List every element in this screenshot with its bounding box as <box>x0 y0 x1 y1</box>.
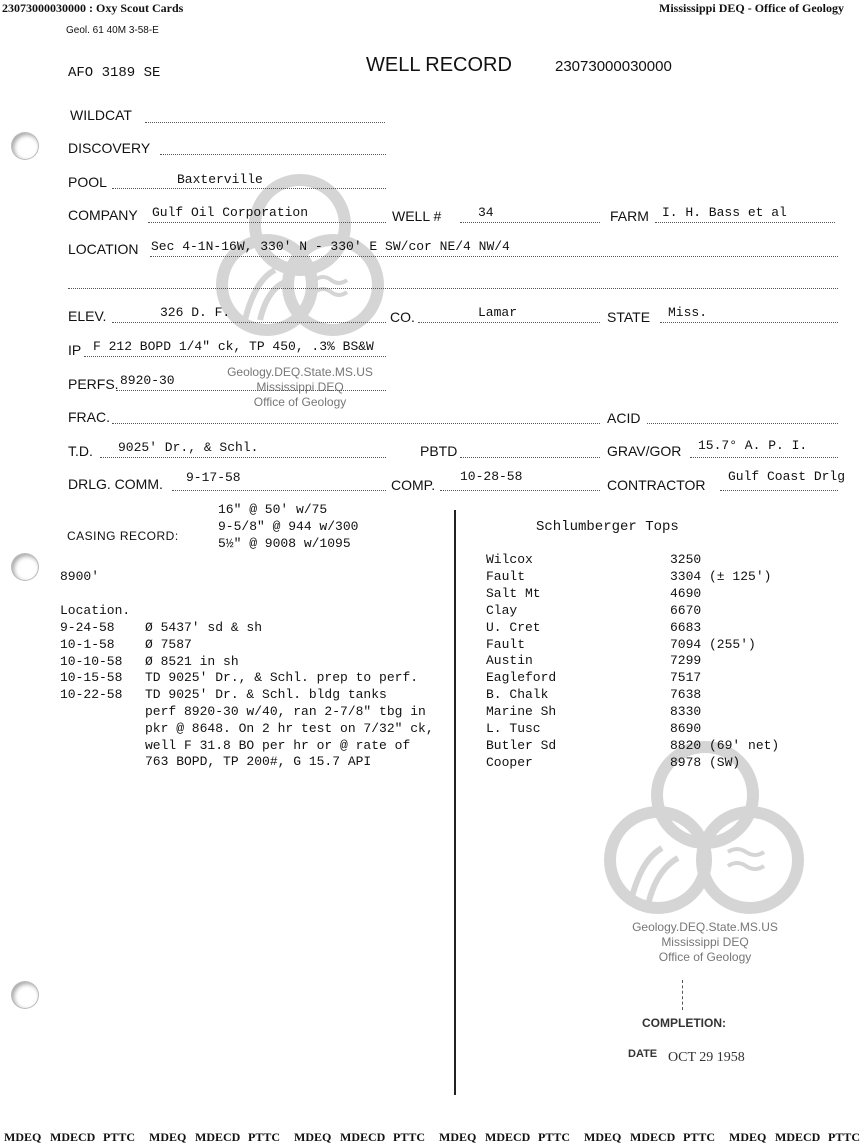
top-value: 8820 (69' net) <box>670 737 780 753</box>
top-value: 6683 <box>670 619 702 635</box>
footer-item: PTTC <box>103 1130 136 1144</box>
discovery-line <box>160 154 386 155</box>
comp-value: 10-28-58 <box>460 469 523 484</box>
top-value: 6670 <box>670 602 702 618</box>
footer-item: PTTC <box>248 1130 281 1144</box>
elev-label: ELEV. <box>68 308 107 324</box>
history-text: Ø 8521 in sh <box>145 653 239 669</box>
drlg-line <box>172 490 386 491</box>
grav-value: 15.7° A. P. I. <box>698 438 808 453</box>
watermark-line: Mississippi DEQ <box>661 935 749 949</box>
top-value: 8978 (SW) <box>670 754 741 770</box>
header-left: 23073000030000 : Oxy Scout Cards <box>2 1 184 15</box>
history-date: 10-22-58 <box>60 687 123 703</box>
frac-label: FRAC. <box>68 409 110 425</box>
well-line <box>460 222 600 223</box>
depth-note: 8900' <box>60 569 100 584</box>
well-value: 34 <box>478 205 494 220</box>
td-label: T.D. <box>68 443 93 459</box>
contractor-value: Gulf Coast Drlg <box>728 469 846 484</box>
punch-hole <box>12 133 38 159</box>
top-name: Salt Mt <box>486 585 541 601</box>
top-name: Butler Sd <box>486 737 557 753</box>
top-name: Clay <box>486 602 518 618</box>
punch-hole <box>12 554 38 580</box>
top-value: 3250 <box>670 552 702 567</box>
state-line <box>660 322 838 323</box>
td-line <box>100 457 386 458</box>
co-label: CO. <box>390 309 415 325</box>
ip-label: IP <box>68 342 82 358</box>
top-name: Fault <box>486 568 526 584</box>
top-value: 7299 <box>670 653 702 669</box>
company-value: Gulf Oil Corporation <box>152 205 309 220</box>
casing-label: CASING RECORD: <box>67 529 179 543</box>
casing-row: 9-5/8" @ 944 w/300 <box>218 519 359 534</box>
acid-line <box>647 423 838 424</box>
state-value: Miss. <box>668 305 708 320</box>
wildcat-label: WILDCAT <box>70 107 132 123</box>
acid-label: ACID <box>607 410 641 426</box>
footer-item: MDEQ <box>729 1130 767 1144</box>
top-value: 8690 <box>670 721 702 736</box>
footer-item: MDECD <box>50 1130 96 1144</box>
watermark-text <box>600 920 810 965</box>
wildcat-line <box>145 122 385 123</box>
column-divider <box>454 510 456 1095</box>
footer-strip <box>0 1128 860 1147</box>
header-right: Mississippi DEQ - Office of Geology <box>659 1 844 15</box>
history-text: Ø 7587 <box>145 636 192 652</box>
stamp-date-value: OCT 29 1958 <box>668 1050 745 1065</box>
footer-item: MDEQ <box>584 1130 622 1144</box>
tops-title: Schlumberger Tops <box>536 519 679 535</box>
co-value: Lamar <box>478 305 518 320</box>
footer-item: PTTC <box>538 1130 571 1144</box>
contractor-line <box>720 490 838 491</box>
elev-value: 326 D. F. <box>160 305 231 320</box>
history-text: TD 9025' Dr., & Schl. prep to perf. <box>145 670 419 686</box>
pbtd-line <box>460 457 600 458</box>
pool-line <box>112 188 386 189</box>
location-note: Location. <box>60 603 131 618</box>
comp-line <box>440 490 600 491</box>
top-name: B. Chalk <box>486 687 549 703</box>
footer-item: MDEQ <box>4 1130 42 1144</box>
top-name: U. Cret <box>486 619 541 635</box>
punch-hole <box>12 982 38 1008</box>
footer-item: MDECD <box>485 1130 531 1144</box>
api-number: 23073000030000 <box>555 58 672 75</box>
drlg-value: 9-17-58 <box>186 470 241 485</box>
footer-item: MDECD <box>630 1130 676 1144</box>
top-value: 7517 <box>670 670 702 686</box>
location-value: Sec 4-1N-16W, 330' N - 330' E SW/cor NE/4 NW/4 <box>151 239 510 254</box>
history-date: 9-24-58 <box>60 620 115 635</box>
history-date: 10-15-58 <box>60 670 123 686</box>
perfs-line <box>116 390 386 391</box>
location-line <box>150 256 838 257</box>
footer-item: MDEQ <box>149 1130 187 1144</box>
discovery-label: DISCOVERY <box>68 140 151 156</box>
top-value: 4690 <box>670 585 702 601</box>
history-continuation: well F 31.8 BO per hr or @ rate of <box>145 737 411 753</box>
company-label: COMPANY <box>68 207 138 223</box>
watermark-line: Mississippi DEQ <box>256 380 344 394</box>
top-name: Marine Sh <box>486 704 557 720</box>
farm-label: FARM <box>610 208 649 224</box>
farm-value: I. H. Bass et al <box>662 205 787 220</box>
watermark-text <box>200 365 400 410</box>
casing-row: 5½" @ 9008 w/1095 <box>218 536 351 551</box>
watermark-line: Office of Geology <box>253 395 347 409</box>
grav-label: GRAV/GOR <box>607 443 682 459</box>
afo-number: AFO 3189 SE <box>68 65 161 81</box>
watermark-circles-icon <box>205 170 395 350</box>
top-name: Eagleford <box>486 670 557 686</box>
history-continuation: pkr @ 8648. On 2 hr test on 7/32" ck, <box>145 720 434 736</box>
casing-row: 16" @ 50' w/75 <box>218 502 328 517</box>
footer-item: MDECD <box>340 1130 386 1144</box>
form-code: Geol. 61 40M 3-58-E <box>66 25 159 36</box>
page-title: WELL RECORD <box>366 54 512 76</box>
top-value: 3304 (± 125') <box>670 568 772 584</box>
well-label: WELL # <box>392 208 442 224</box>
footer-item: PTTC <box>683 1130 716 1144</box>
frac-line <box>112 423 600 424</box>
pbtd-label: PBTD <box>420 443 458 459</box>
company-line <box>148 222 386 223</box>
stamp-mark <box>682 980 684 1010</box>
completion-stamp: COMPLETION: <box>642 1016 726 1030</box>
watermark-line: Geology.DEQ.State.MS.US <box>632 920 778 934</box>
history-text: Ø 5437' sd & sh <box>145 620 263 635</box>
stamp-date-label: DATE <box>628 1048 658 1060</box>
farm-line <box>655 222 835 223</box>
co-line <box>418 322 600 323</box>
top-value: 7638 <box>670 687 702 703</box>
location-line-2 <box>68 288 838 289</box>
watermark-line: Office of Geology <box>658 950 752 964</box>
top-value: 7094 (255') <box>670 636 756 652</box>
history-date: 10-1-58 <box>60 636 115 652</box>
footer-item: MDEQ <box>294 1130 332 1144</box>
ip-value: F 212 BOPD 1/4" ck, TP 450, .3% BS&W <box>93 339 374 354</box>
pool-label: POOL <box>68 174 107 190</box>
history-date: 10-10-58 <box>60 653 123 669</box>
top-value: 8330 <box>670 704 702 720</box>
drlg-label: DRLG. COMM. <box>68 476 163 492</box>
grav-line <box>690 457 838 458</box>
perfs-label: PERFS. <box>68 376 119 392</box>
footer-item: PTTC <box>828 1130 860 1144</box>
state-label: STATE <box>607 309 651 325</box>
top-name: Cooper <box>486 754 533 770</box>
top-name: Fault <box>486 636 526 652</box>
footer-item: MDEQ <box>439 1130 477 1144</box>
ip-line <box>84 356 386 357</box>
elev-line <box>112 322 386 323</box>
top-name: L. Tusc <box>486 721 541 736</box>
history-continuation: perf 8920-30 w/40, ran 2-7/8" tbg in <box>145 704 426 719</box>
pool-value: Baxterville <box>177 172 263 187</box>
comp-label: COMP. <box>391 477 436 493</box>
td-value: 9025' Dr., & Schl. <box>118 440 259 455</box>
location-label: LOCATION <box>68 241 139 257</box>
footer-item: PTTC <box>393 1130 426 1144</box>
history-text: TD 9025' Dr. & Schl. bldg tanks <box>145 687 387 703</box>
history-continuation: 763 BOPD, TP 200#, G 15.7 API <box>145 754 372 770</box>
watermark-line: Geology.DEQ.State.MS.US <box>227 365 373 379</box>
perfs-value: 8920-30 <box>120 373 175 388</box>
top-name: Austin <box>486 653 533 669</box>
contractor-label: CONTRACTOR <box>607 477 706 493</box>
footer-item: MDECD <box>195 1130 241 1144</box>
top-name: Wilcox <box>486 552 533 567</box>
footer-item: MDECD <box>775 1130 821 1144</box>
